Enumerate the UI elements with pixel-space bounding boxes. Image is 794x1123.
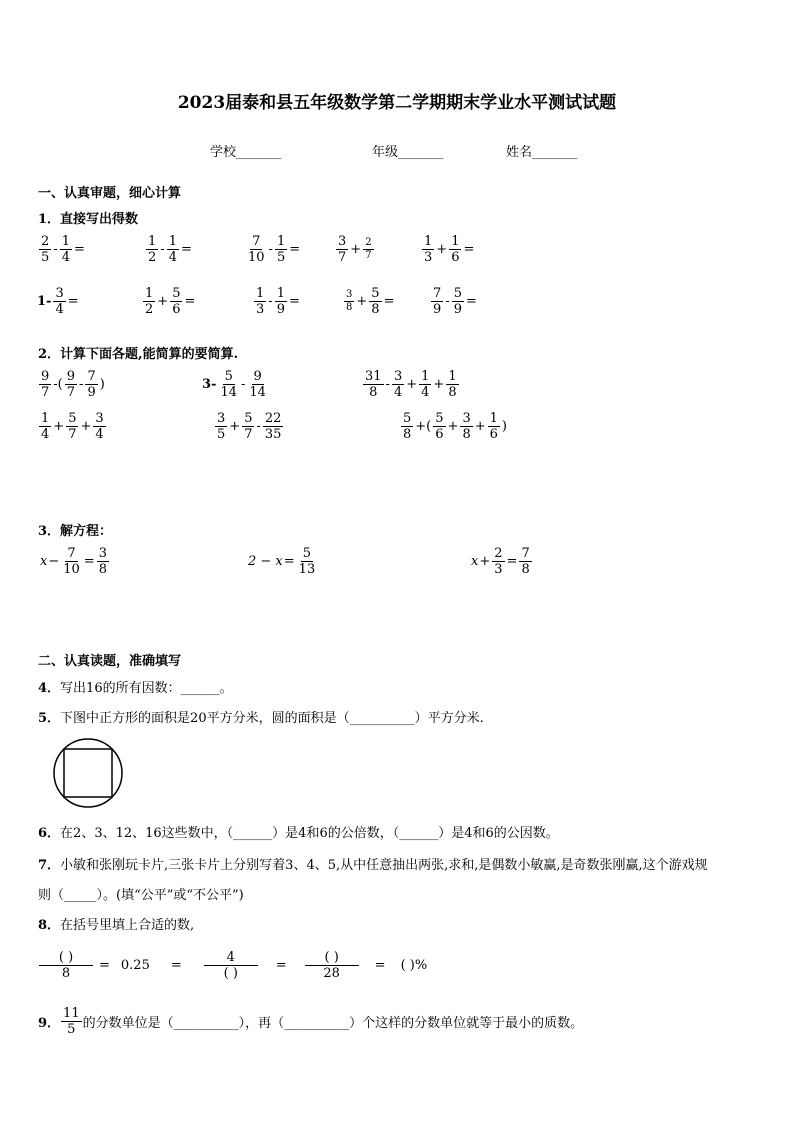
q2-expr: $\frac{3}{5}$ + $\frac{5}{7}$ - $\frac{22}{35}$	[217, 411, 282, 442]
q2-expr: 3- $\frac{5}{14}$ - $\frac{9}{14}$	[202, 369, 266, 400]
q1-expr: $\frac{7}{9}$ - $\frac{5}{9}$ =	[433, 286, 477, 317]
circle-square-figure	[47, 737, 129, 809]
question-8: 8．在括号里填上合适的数,	[38, 918, 195, 933]
school-field[interactable]: 学校_______	[210, 145, 282, 160]
question-5: 5．下图中正方形的面积是20平方分米，圆的面积是（__________）平方分米.	[38, 711, 484, 726]
question-7: 7．小敏和张刚玩卡片,三张卡片上分别写着3、4、5,从中任意抽出两张,求和,是偶数小敏赢,是奇数张刚赢,这个游戏规	[38, 858, 708, 873]
q1-expr: 1- $\frac{3}{4}$ =	[37, 286, 79, 317]
question-9: 9． $\frac{11}{5}$ 的分数单位是（__________），再（__________）个这样的分数单位就等于最小的质数。	[38, 1006, 584, 1037]
grade-field[interactable]: 年级_______	[372, 145, 444, 160]
question-7-line2: 则（_____）。(填“公平”或“不公平”)	[38, 888, 244, 903]
question-6: 6．在2、3、12、16这些数中，（______）是4和6的公倍数，（______）是4和6的公因数。	[38, 826, 559, 841]
q1-expr: $\frac{2}{5}$ - $\frac{1}{4}$ =	[41, 234, 85, 265]
q1-expr: $\frac{3}{8}$ + $\frac{5}{8}$ =	[346, 286, 395, 317]
question-4: 4．写出16的所有因数：______。	[38, 681, 233, 696]
equation: 2 − x = $\frac{5}{13}$	[248, 546, 316, 577]
q1-expr: $\frac{1}{2}$ + $\frac{5}{6}$ =	[145, 286, 196, 317]
q2-expr: $\frac{5}{8}$ +( $\frac{5}{6}$ + $\frac{3}{8}$ + $\frac{1}{6}$ )	[403, 411, 507, 442]
q1-label: 1．直接写出得数	[38, 212, 139, 227]
section1-heading: 一、认真审题，细心计算	[38, 186, 182, 201]
q1-expr: $\frac{1}{3}$ - $\frac{1}{9}$ =	[256, 286, 300, 317]
q2-expr: $\frac{31}{8}$ - $\frac{3}{4}$ + $\frac{1}{4}$ + $\frac{1}{8}$	[365, 369, 457, 400]
q1-expr: $\frac{3}{7}$ + $\frac{2}{7}$	[338, 234, 372, 265]
equation: x − $\frac{7}{10}$ = $\frac{3}{8}$	[40, 546, 107, 577]
q1-expr: $\frac{1}{3}$ + $\frac{1}{6}$ =	[424, 234, 475, 265]
q1-expr: $\frac{1}{2}$ - $\frac{1}{4}$ =	[148, 234, 192, 265]
name-field[interactable]: 姓名_______	[506, 145, 578, 160]
page-title: 2023届泰和县五年级数学第二学期期末学业水平测试试题	[177, 93, 617, 113]
q2-expr: $\frac{9}{7}$ -( $\frac{9}{7}$ - $\frac{7}{9}$ )	[41, 369, 105, 400]
q8-fraction-chain: $\frac{( )}{8}$ = 0.25 = $\frac{4}{( )}$ = $\frac{( )}{28}$ = ( )%	[38, 950, 427, 981]
section2-heading: 二、认真读题，准确填写	[38, 654, 182, 669]
equation: x + $\frac{2}{3}$ = $\frac{7}{8}$	[471, 546, 530, 577]
q2-expr: $\frac{1}{4}$ + $\frac{5}{7}$ + $\frac{3}{4}$	[41, 411, 104, 442]
q1-expr: $\frac{7}{10}$ - $\frac{1}{5}$ =	[248, 234, 301, 265]
q3-label: 3．解方程：	[38, 524, 113, 539]
q2-label: 2．计算下面各题,能简算的要简算.	[38, 347, 239, 362]
